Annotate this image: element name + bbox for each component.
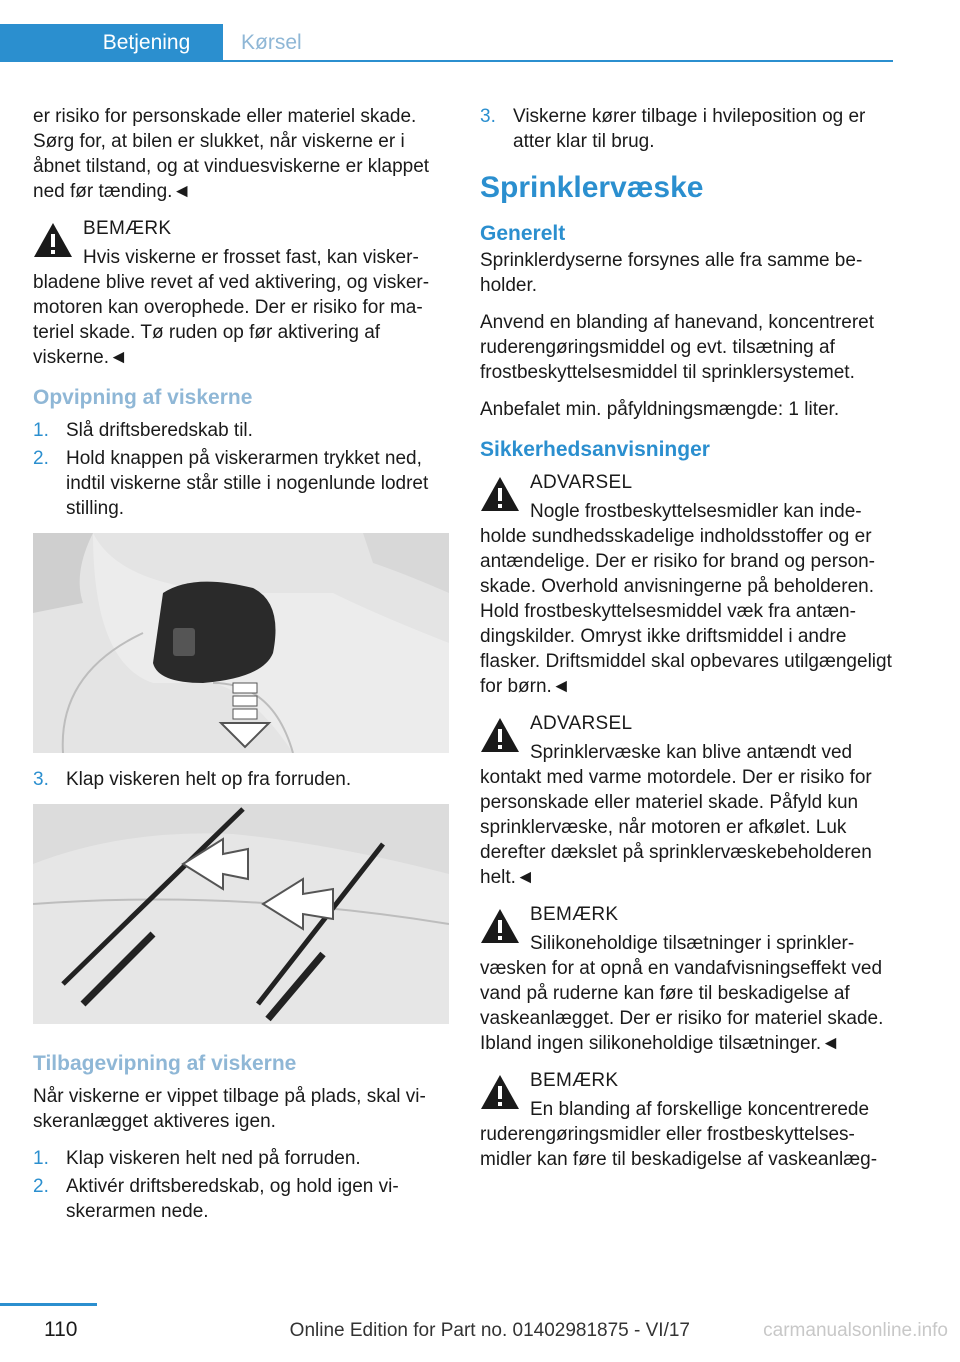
warning-block: [480, 711, 896, 890]
warning-text: Nogle frostbeskyttelsesmidler kan indeholde sundhedsskadelige indholdsstoffer og er antændelige. Der er risiko for brand og personskade. Overhold anvisningerne på beholderen. Hold frostbeskyttelsesmiddel væk fra antændingskilder. Omryst ikke driftsmiddel i andre flasker. Driftsmiddel skal opbevares utilgængeligt for børn.◄: [480, 501, 892, 697]
steps-list: [480, 104, 896, 154]
steps-list: [33, 1146, 449, 1224]
warning-text: Hvis viskerne er frosset fast, kan viskerbladene blive revet af ved aktivering, og viskermotoren kan overophede. Der er risiko for materiel skade. Tø ruden op før aktivering af viskerne.◄: [33, 247, 430, 368]
wiper-button-figure: [33, 533, 449, 753]
paragraph: er risiko for personskade eller materiel skade. Sørg for, at bilen er slukket, når viskerne er i åbnet tilstand, og at vinduesviskerne er klappet ned før tænding.◄: [33, 106, 430, 202]
paragraph: Når viskerne er vippet tilbage på plads, skal viskeranlægget aktiveres igen.: [33, 1086, 426, 1132]
left-column: [33, 104, 449, 1236]
footer-rule: [0, 1303, 97, 1306]
section-heading: Tilbagevipning af viskerne: [33, 1052, 297, 1075]
warning-triangle-icon: [480, 1074, 520, 1110]
list-item: 2. Aktivér driftsberedskab, og hold igen viskerarmen nede.: [33, 1176, 399, 1222]
windshield-wipers-illustration: [33, 804, 449, 1024]
paragraph: Sprinklerdyserne forsynes alle fra samme beholder.: [480, 250, 863, 296]
warning-triangle-icon: [480, 908, 520, 944]
warning-block: [480, 470, 896, 699]
header-tabs: [0, 24, 893, 62]
section-heading: Opvipning af viskerne: [33, 386, 253, 409]
warning-block: [33, 216, 449, 370]
warning-text: Sprinklervæske kan blive antændt ved kontakt med varme motordele. Der er risiko for personskade eller materiel skade. Påfyld kun sprinklervæske, når motoren er afkølet. Luk derefter dækslet på sprinklervæskebeholderen helt.◄: [480, 742, 872, 888]
paragraph: Anbefalet min. påfyldningsmængde: 1 liter.: [480, 399, 840, 420]
section-heading: Generelt: [480, 222, 566, 245]
section-heading: Sikkerhedsanvisninger: [480, 438, 710, 461]
list-item: 3. Viskerne kører tilbage i hvileposition og er atter klar til brug.: [480, 106, 866, 152]
list-item: 1. Klap viskeren helt ned på forruden.: [33, 1148, 361, 1169]
warning-triangle-icon: [480, 717, 520, 753]
right-column: [480, 104, 896, 1184]
list-item: 1. Slå driftsberedskab til.: [33, 420, 253, 441]
header-rule: [223, 60, 893, 62]
edition-text: Online Edition for Part no. 01402981875 - VI/17: [289, 1320, 690, 1341]
wiper-up-figure: [33, 804, 449, 1024]
steps-list: [33, 767, 449, 792]
warning-triangle-icon: [480, 476, 520, 512]
warning-triangle-icon: [33, 222, 73, 258]
list-item: 2. Hold knappen på viskerarmen trykket ned, indtil viskerne står stille i nogenlunde lodret stilling.: [33, 448, 429, 519]
warning-keyword: BEMÆRK: [530, 904, 619, 925]
watermark: carmanualsonline.info: [763, 1320, 948, 1341]
tab-betjening[interactable]: Betjening: [0, 24, 223, 62]
warning-keyword: ADVARSEL: [530, 713, 633, 734]
list-item: 3. Klap viskeren helt op fra forruden.: [33, 769, 352, 790]
steps-list: [33, 418, 449, 521]
wiper-arm-illustration: [33, 533, 449, 753]
paragraph: Anvend en blanding af hanevand, koncentreret ruderengøringsmiddel og evt. tilsætning af frostbeskyttelsesmiddel til sprinklersystemet.: [480, 312, 875, 383]
warning-text: Silikoneholdige tilsætninger i sprinklervæsken for at opnå en vandafvisningseffekt ved vand på ruderne kan føre til beskadigelse af vaskeanlægget. Der er risiko for materiel skade. Ibland ingen silikoneholdige tilsætninger.◄: [480, 933, 884, 1054]
warning-keyword: ADVARSEL: [530, 472, 633, 493]
chapter-heading: Sprinklervæske: [480, 171, 704, 204]
warning-block: [480, 1068, 896, 1172]
warning-block: [480, 902, 896, 1056]
warning-keyword: BEMÆRK: [530, 1070, 619, 1091]
warning-text: En blanding af forskellige koncentrerede ruderengøringsmidler eller frostbeskyttelsesmidler kan føre til beskadigelse af vaskeanlæg-: [480, 1099, 878, 1170]
page-number: 110: [44, 1318, 78, 1341]
warning-keyword: BEMÆRK: [83, 218, 172, 239]
tab-korsel[interactable]: Kørsel: [241, 31, 302, 54]
